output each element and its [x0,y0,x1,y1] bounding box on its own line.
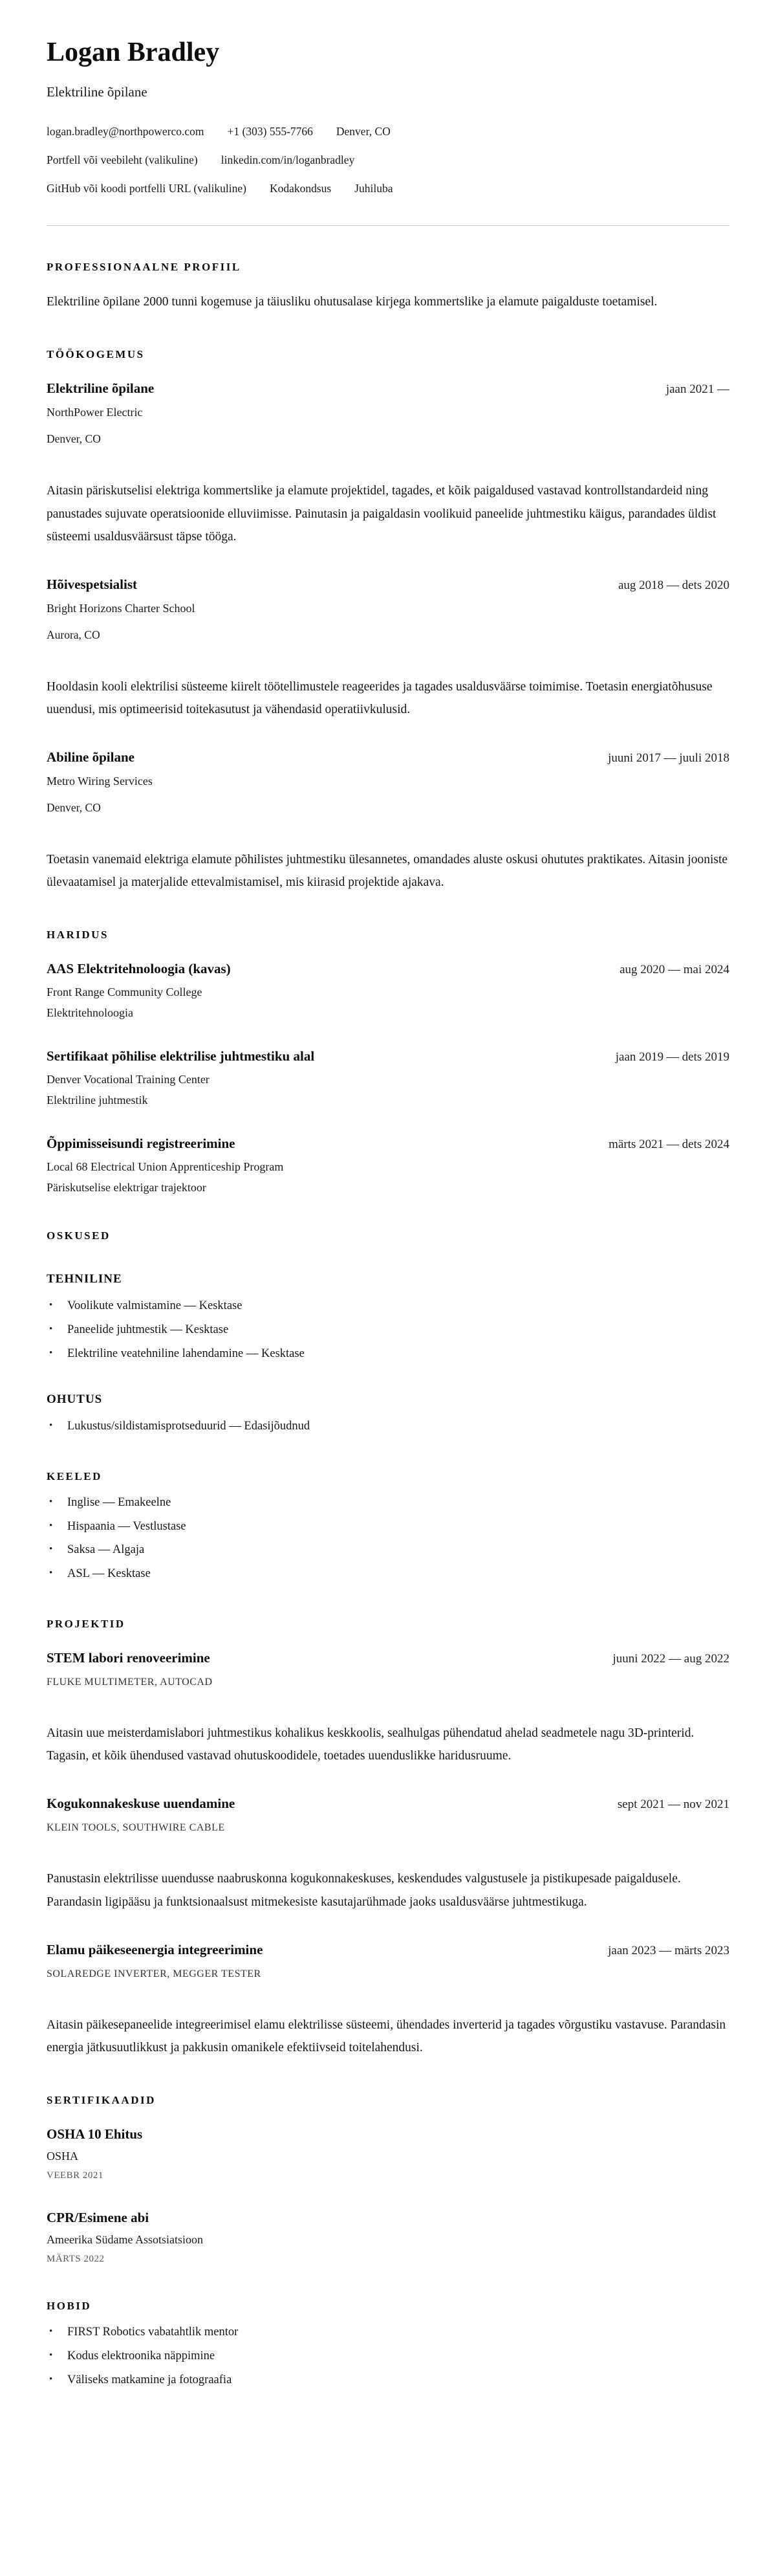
header-divider [47,225,729,226]
certification-entry [47,2126,729,2181]
section-hobbies [47,2300,729,2389]
hobby-item: • Kodus elektroonika näppimine [47,2348,729,2365]
education-title: Sertifikaat põhilise elektrilise juhtmestiku alal [47,1048,315,1064]
project-tools: KLEIN TOOLS, SOUTHWIRE CABLE [47,1822,225,1834]
section-education [47,929,729,1194]
job-entry-head [47,749,729,765]
contact-portfolio: Portfell või veebileht (valikuline) [47,153,198,167]
contact-linkedin: linkedin.com/in/loganbradley [221,153,355,167]
education-entry-head [47,1136,729,1152]
project-dates: sept 2021 — nov 2021 [617,1798,729,1812]
job-entry [47,749,729,894]
languages-heading: KEELED [47,1470,102,1482]
certification-date: VEEBR 2021 [47,2170,103,2181]
job-entry [47,380,729,547]
skill-item: • Voolikute valmistamine — Kesktase [47,1298,729,1315]
contact-row-1 [47,125,729,138]
education-entry [47,961,729,1020]
project-title: Elamu päikeseenergia integreerimine [47,1941,263,1957]
certification-issuer: OSHA [47,2149,79,2163]
section-skills [47,1229,729,1435]
languages-list [47,1495,729,1583]
contact-citizenship: Kodakondsus [269,182,332,195]
education-dates: jaan 2019 — dets 2019 [615,1050,729,1064]
job-entry-head [47,577,729,593]
skill-item: • Elektriline veatehniline lahendamine — Kesktase [47,1346,729,1363]
skills-group-safety: OHUTUS [47,1392,103,1406]
job-dates: aug 2018 — dets 2020 [618,578,729,592]
certification-date: MÄRTS 2022 [47,2253,105,2264]
language-item: • Inglise — Emakeelne [47,1495,729,1512]
contact-block [47,125,729,195]
section-experience [47,348,729,894]
project-entry [47,1796,729,1913]
hobbies-list [47,2324,729,2389]
education-school: Denver Vocational Training Center [47,1073,210,1086]
certification-issuer: Ameerika Südame Assotsiatsioon [47,2232,203,2246]
certification-title: CPR/Esimene abi [47,2209,149,2225]
job-title: Elektriline õpilane [47,380,155,397]
resume-header [47,36,729,195]
education-title: Õppimisseisundi registreerimine [47,1136,235,1152]
hobbies-heading: HOBID [47,2299,92,2312]
project-description: Panustasin elektrilisse uuendusse naabruskonna kogukonnakeskuses, keskendudes valgustusele ja pistikupesade paigaldusele. Parandasin ligipääsu ja funktsionaalsust mitmekesiste kasutajarühmade jaoks usaldusväärse juhtmestikuga. [47,1872,681,1909]
hobby-item: • FIRST Robotics vabatahtlik mentor [47,2324,729,2341]
hobby-item: • Väliseks matkamine ja fotograafia [47,2372,729,2389]
job-title: Hõivespetsialist [47,576,137,592]
job-description: Aitasin päriskutselisi elektriga kommertslike ja elamute projektidel, tagades, et kõik paigaldused vastavad kontrollstandardeid ning panustades sujuvate operatsioonide elluviimisse. Painutasin ja paigaldasin voolikuid paneelide juhtmestiku käigus, parandades üldist süsteemi usaldusväärsust täpse tööga. [47,484,717,544]
education-title: AAS Elektritehnoloogia (kavas) [47,961,231,977]
profile-text: Elektriline õpilane 2000 tunni kogemuse ja täiusliku ohutusalase kirjega kommertslike ja elamute paigalduste toetamisel. [47,295,658,309]
education-heading: HARIDUS [47,929,109,941]
contact-row-3 [47,182,729,195]
project-entry [47,1942,729,2059]
education-entry [47,1048,729,1107]
project-tools: FLUKE MULTIMETER, AUTOCAD [47,1677,213,1688]
contact-github: GitHub või koodi portfelli URL (valikuline) [47,182,246,195]
skills-group-technical: TEHNILINE [47,1272,122,1286]
candidate-job-title: Elektriline õpilane [47,84,147,100]
job-entry [47,577,729,721]
projects-heading: PROJEKTID [47,1618,125,1631]
profile-heading: PROFESSIONAALNE PROFIIL [47,261,241,274]
education-detail: Elektriline juhtmestik [47,1094,148,1107]
candidate-name: Logan Bradley [47,38,220,67]
project-tools: SOLAREDGE INVERTER, MEGGER TESTER [47,1968,261,1979]
education-school: Front Range Community College [47,985,202,999]
job-entry-head [47,380,729,397]
job-location: Denver, CO [47,800,101,814]
education-dates: aug 2020 — mai 2024 [620,963,729,977]
certification-entry [47,2210,729,2265]
project-dates: juuni 2022 — aug 2022 [612,1652,729,1666]
section-certifications [47,2094,729,2265]
job-title: Abiline õpilane [47,749,135,765]
section-languages [47,1470,729,1583]
job-location: Aurora, CO [47,628,100,641]
project-dates: jaan 2023 — märts 2023 [608,1943,729,1957]
education-entry [47,1136,729,1194]
project-entry [47,1650,729,1767]
contact-drivers-license: Juhiluba [354,182,393,195]
language-item: • Hispaania — Vestlustase [47,1519,729,1536]
project-description: Aitasin päikesepaneelide integreerimisel elamu elektrilisse süsteemi, ühendades inverterid ja tagades võrgustiku vastavuse. Parandasin energia jätkusuutlikkust ja pakkusin omanikele efektiivseid toitelahendusi. [47,2018,726,2054]
language-item: • ASL — Kesktase [47,1566,729,1583]
skill-item: • Paneelide juhtmestik — Kesktase [47,1322,729,1339]
job-dates: jaan 2021 — [665,382,729,397]
language-item: • Saksa — Algaja [47,1542,729,1559]
skills-technical-list [47,1298,729,1363]
project-entry-head [47,1796,729,1812]
education-entry-head [47,961,729,977]
skills-safety-list [47,1418,729,1435]
project-title: STEM labori renoveerimine [47,1650,210,1666]
project-entry-head [47,1650,729,1666]
skills-heading: OSKUSED [47,1229,111,1242]
job-company: NorthPower Electric [47,406,143,419]
certifications-heading: SERTIFIKAADID [47,2093,156,2106]
contact-email: logan.bradley@northpowerco.com [47,125,204,138]
project-title: Kogukonnakeskuse uuendamine [47,1796,235,1812]
education-detail: Päriskutselise elektrigar trajektoor [47,1181,206,1194]
contact-row-2 [47,153,729,167]
education-school: Local 68 Electrical Union Apprenticeship Program [47,1160,284,1174]
contact-location: Denver, CO [336,125,391,138]
section-projects [47,1618,729,2059]
project-description: Aitasin uue meisterdamislabori juhtmestikus kohalikus keskkoolis, sealhulgas pühendatud ahelad seadmetele nagu 3D-printerid. Tagasin, et kõik ühendused vastavad ohutuskoodidele, toetades uuenduslikke haridusruume. [47,1726,695,1763]
education-entry-head [47,1048,729,1064]
job-dates: juuni 2017 — juuli 2018 [608,751,729,765]
education-detail: Elektritehnoloogia [47,1006,133,1020]
experience-heading: TÖÖKOGEMUS [47,348,145,361]
project-entry-head [47,1942,729,1958]
education-dates: märts 2021 — dets 2024 [609,1138,729,1152]
contact-phone: +1 (303) 555-7766 [227,125,313,138]
job-description: Hooldasin kooli elektrilisi süsteeme kiirelt töötellimustele reageerides ja tagades usaldusväärse toimimise. Toetasin energiatõhususe uuendusi, mis optimeerisid toitekasutust ja vähendasid operatiivkulusid. [47,679,713,716]
skill-item: • Lukustus/sildistamisprotseduurid — Edasijõudnud [47,1418,729,1435]
job-description: Toetasin vanemaid elektriga elamute põhilistes juhtmestiku ülesannetes, omandades aluste oskusi ohututes praktikates. Aitasin jooniste ülevaatamisel ja materjalide ettevalmistamisel, mis kiirasid projektide ajakava. [47,852,728,890]
section-profile [47,261,729,313]
certification-title: OSHA 10 Ehitus [47,2126,143,2142]
job-location: Denver, CO [47,432,101,446]
job-company: Bright Horizons Charter School [47,601,195,615]
job-company: Metro Wiring Services [47,774,153,787]
